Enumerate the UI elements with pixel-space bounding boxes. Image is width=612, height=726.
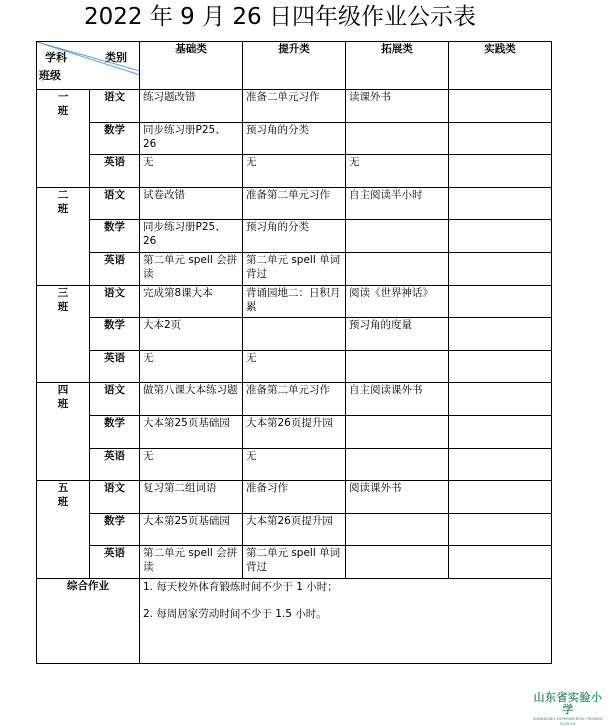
cell-extend [346, 513, 449, 546]
subject-english: 英语 [90, 546, 140, 579]
corner-category-label: 类别 [105, 51, 127, 64]
table-row [37, 318, 552, 351]
class-1-label: 一班 [57, 91, 69, 117]
cell-improve: 准备第二单元习作 [243, 383, 346, 416]
cell-practice [449, 155, 552, 188]
cell-improve: 背诵园地二：日积月累 [243, 285, 346, 318]
summary-note: 2. 每周居家劳动时间不少于 1.5 小时。 [143, 607, 327, 620]
subject-math: 数学 [90, 415, 140, 448]
cell-basic: 大本第25页基础园 [140, 513, 243, 546]
cell-extend: 阅读《世界神话》 [346, 285, 449, 318]
class-4-label: 四班 [57, 384, 69, 411]
cell-improve: 第二单元 spell 单词背过 [243, 252, 346, 285]
cell-improve [243, 318, 346, 351]
cell-basic: 完成第8课大本 [140, 285, 243, 318]
summary-note: 1. 每天校外体育锻炼时间不少于 1 小时； [143, 580, 338, 593]
table-row [37, 481, 552, 514]
cell-practice [449, 448, 552, 481]
subject-chinese: 语文 [90, 90, 140, 123]
cell-practice [449, 383, 552, 416]
cell-basic: 同步练习册P25、26 [140, 220, 243, 253]
class-5-label-cell [37, 481, 90, 579]
logo-english-name: SHANDONG EXPERIMENTAL PRIMARY SCHOOL [532, 716, 604, 726]
header-row [37, 42, 552, 90]
corner-subject-label: 学科 [45, 51, 67, 64]
class-1-label-cell [37, 90, 90, 188]
header-corner-cell [37, 42, 140, 90]
cell-extend [346, 122, 449, 155]
cell-practice [449, 90, 552, 123]
subject-chinese: 语文 [90, 187, 140, 220]
cell-basic: 第二单元 spell 会拼读 [140, 252, 243, 285]
class-4-label-cell [37, 383, 90, 481]
cell-practice [449, 220, 552, 253]
corner-class-label: 班级 [39, 69, 61, 82]
table-row [37, 513, 552, 546]
cell-basic: 无 [140, 155, 243, 188]
cell-practice [449, 513, 552, 546]
cell-improve: 预习角的分类 [243, 220, 346, 253]
summary-notes [140, 578, 552, 663]
cell-basic: 无 [140, 350, 243, 383]
subject-english: 英语 [90, 448, 140, 481]
table-row [37, 155, 552, 188]
cell-extend: 无 [346, 155, 449, 188]
cell-improve: 无 [243, 350, 346, 383]
class-3-label-cell [37, 285, 90, 383]
page-title: 2022 年 9 月 26 日四年级作业公示表 [84, 4, 476, 30]
class-5-label: 五班 [57, 482, 69, 509]
subject-chinese: 语文 [90, 383, 140, 416]
cell-practice [449, 187, 552, 220]
table-row [37, 252, 552, 285]
cell-extend [346, 220, 449, 253]
column-header-basic: 基础类 [140, 42, 243, 90]
cell-extend [346, 448, 449, 481]
cell-extend [346, 415, 449, 448]
table-row [37, 546, 552, 579]
cell-practice [449, 546, 552, 579]
summary-row [37, 578, 552, 663]
subject-chinese: 语文 [90, 481, 140, 514]
cell-improve: 第二单元 spell 单词背过 [243, 546, 346, 579]
logo-chinese-name: 山东省实验小学 [533, 691, 603, 716]
table-row [37, 285, 552, 318]
cell-practice [449, 252, 552, 285]
cell-basic: 大本2页 [140, 318, 243, 351]
class-3-label: 三班 [57, 286, 69, 313]
column-header-practice: 实践类 [449, 42, 552, 90]
cell-extend [346, 546, 449, 579]
class-2-label-cell [37, 187, 90, 285]
table-row [37, 350, 552, 383]
cell-improve: 无 [243, 448, 346, 481]
table-row [37, 220, 552, 253]
cell-basic: 第二单元 spell 会拼读 [140, 546, 243, 579]
cell-improve: 准备习作 [243, 481, 346, 514]
cell-practice [449, 415, 552, 448]
table-row [37, 187, 552, 220]
cell-practice [449, 481, 552, 514]
school-logo [528, 692, 608, 726]
table-row [37, 122, 552, 155]
homework-table [36, 41, 552, 664]
cell-practice [449, 285, 552, 318]
cell-basic: 做第八课大本练习题 [140, 383, 243, 416]
cell-basic: 同步练习册P25、26 [140, 122, 243, 155]
cell-extend [346, 252, 449, 285]
cell-improve: 预习角的分类 [243, 122, 346, 155]
cell-basic: 无 [140, 448, 243, 481]
cell-extend: 预习角的度量 [346, 318, 449, 351]
subject-english: 英语 [90, 252, 140, 285]
cell-improve: 准备二单元习作 [243, 90, 346, 123]
subject-math: 数学 [90, 122, 140, 155]
cell-extend: 自主阅读课外书 [346, 383, 449, 416]
cell-extend: 阅读课外书 [346, 481, 449, 514]
cell-basic: 试卷改错 [140, 187, 243, 220]
cell-improve: 准备第二单元习作 [243, 187, 346, 220]
subject-math: 数学 [90, 220, 140, 253]
column-header-improve: 提升类 [243, 42, 346, 90]
cell-basic: 大本第25页基础园 [140, 415, 243, 448]
subject-chinese: 语文 [90, 285, 140, 318]
table-row [37, 90, 552, 123]
subject-english: 英语 [90, 155, 140, 188]
column-header-extend: 拓展类 [346, 42, 449, 90]
cell-practice [449, 318, 552, 351]
table-row [37, 448, 552, 481]
subject-english: 英语 [90, 350, 140, 383]
cell-practice [449, 122, 552, 155]
cell-extend: 读课外书 [346, 90, 449, 123]
cell-basic: 复习第二组词语 [140, 481, 243, 514]
table-row [37, 415, 552, 448]
cell-extend [346, 350, 449, 383]
cell-improve: 大本第26页提升园 [243, 513, 346, 546]
table-row [37, 383, 552, 416]
subject-math: 数学 [90, 513, 140, 546]
cell-improve: 无 [243, 155, 346, 188]
cell-extend: 自主阅读半小时 [346, 187, 449, 220]
class-2-label: 二班 [57, 188, 69, 215]
cell-practice [449, 350, 552, 383]
cell-improve: 大本第26页提升园 [243, 415, 346, 448]
cell-basic: 练习题改错 [140, 90, 243, 123]
summary-label: 综合作业 [37, 578, 140, 663]
subject-math: 数学 [90, 318, 140, 351]
